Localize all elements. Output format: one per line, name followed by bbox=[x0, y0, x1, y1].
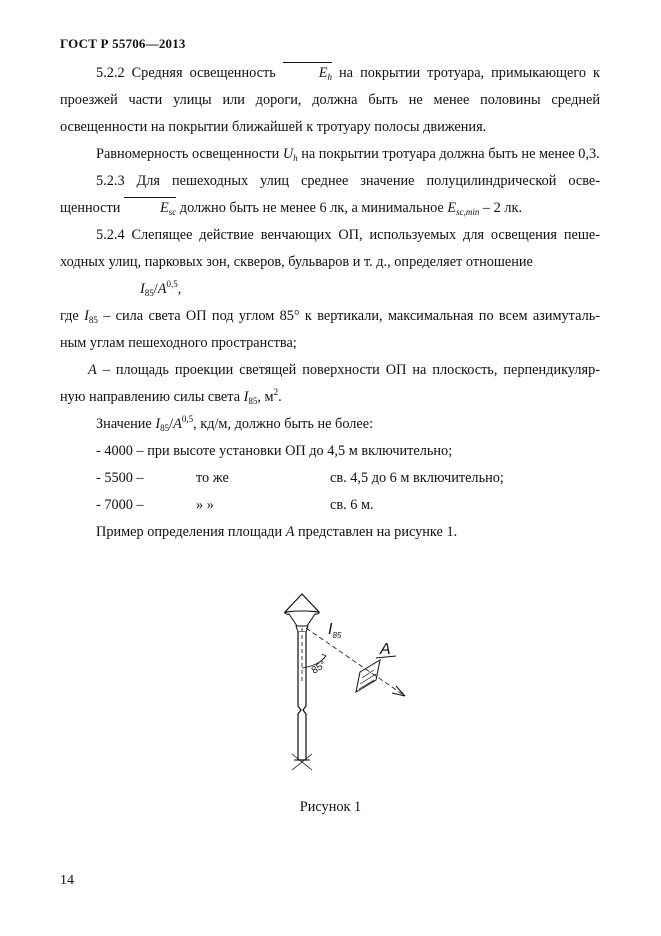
value-limit-line: Значение $I_{85}/A^{0,5}$, кд/м, должно быть не более: bbox=[96, 414, 374, 433]
paragraph-5-2-4: 5.2.4 Слепящее действие венчающих ОП, используемых для освещения пеше-ходных улиц, парковых зон, скверов, бульваров и т. д., определяет отношение bbox=[60, 227, 600, 270]
figure-label-angle: 85° bbox=[309, 659, 329, 677]
list-item: - 5500 – то же св. 4,5 до 6 м включительно; bbox=[96, 470, 504, 486]
definition-a: A – площадь проекции светящей поверхности ОП на плоскость, перпендикуляр-ную направлению силы света $I_{85}$, $м^2$. bbox=[60, 362, 600, 406]
paragraph-5-2-2: 5.2.2 Средняя освещенность $E_h$ на покрытии тротуара, примыкающего к проезжей части улицы или дороги, должна быть не менее половины средней освещенности на покрытии ближайшей к тротуару полосы движения. bbox=[60, 60, 600, 141]
formula-glare-ratio: $I_{85}/A^{0,5}$, bbox=[140, 279, 182, 298]
figure-label-i85: $I_{85}$ bbox=[328, 621, 342, 640]
paragraph-5-2-3: 5.2.3 Для пешеходных улиц среднее значение полуцилиндрической осве-щенности $E_{sc}$ должно быть не менее 6 лк, а минимальное $E_{sc,min} - 2$ лк. bbox=[60, 168, 600, 222]
paragraph-uniformity: Равномерность освещенности $U_h$ на покрытии тротуара должна быть не менее 0,3. bbox=[96, 146, 600, 163]
definition-i85: где $I_{85}$ – сила света ОП под углом 85° к вертикали, максимальная по всем азимуталь-ным углам пешеходного пространства; bbox=[60, 308, 600, 351]
page-number: 14 bbox=[60, 873, 74, 888]
mean-illuminance-symbol: $E_h$ bbox=[283, 60, 332, 87]
semicylindrical-illuminance-symbol: $E_{sc}$ bbox=[124, 195, 176, 222]
document-code-header: ГОСТ Р 55706—2013 bbox=[60, 36, 186, 51]
figure-caption: Рисунок 1 bbox=[299, 799, 362, 815]
list-item: - 7000 – » » св. 6 м. bbox=[96, 497, 374, 513]
example-reference: Пример определения площади A представлен на рисунке 1. bbox=[96, 524, 458, 540]
figure-label-area: A bbox=[380, 641, 391, 658]
min-illuminance-symbol: $E_{sc,min}$ bbox=[447, 200, 480, 217]
list-item: - 4000 – при высоте установки ОП до 4,5 м включительно; bbox=[96, 443, 453, 459]
uniformity-symbol: $U_h$ bbox=[282, 146, 298, 163]
figure-luminaire-diagram bbox=[270, 588, 430, 788]
clause-number: 5.2.2 bbox=[96, 65, 125, 81]
document-body bbox=[60, 60, 600, 546]
